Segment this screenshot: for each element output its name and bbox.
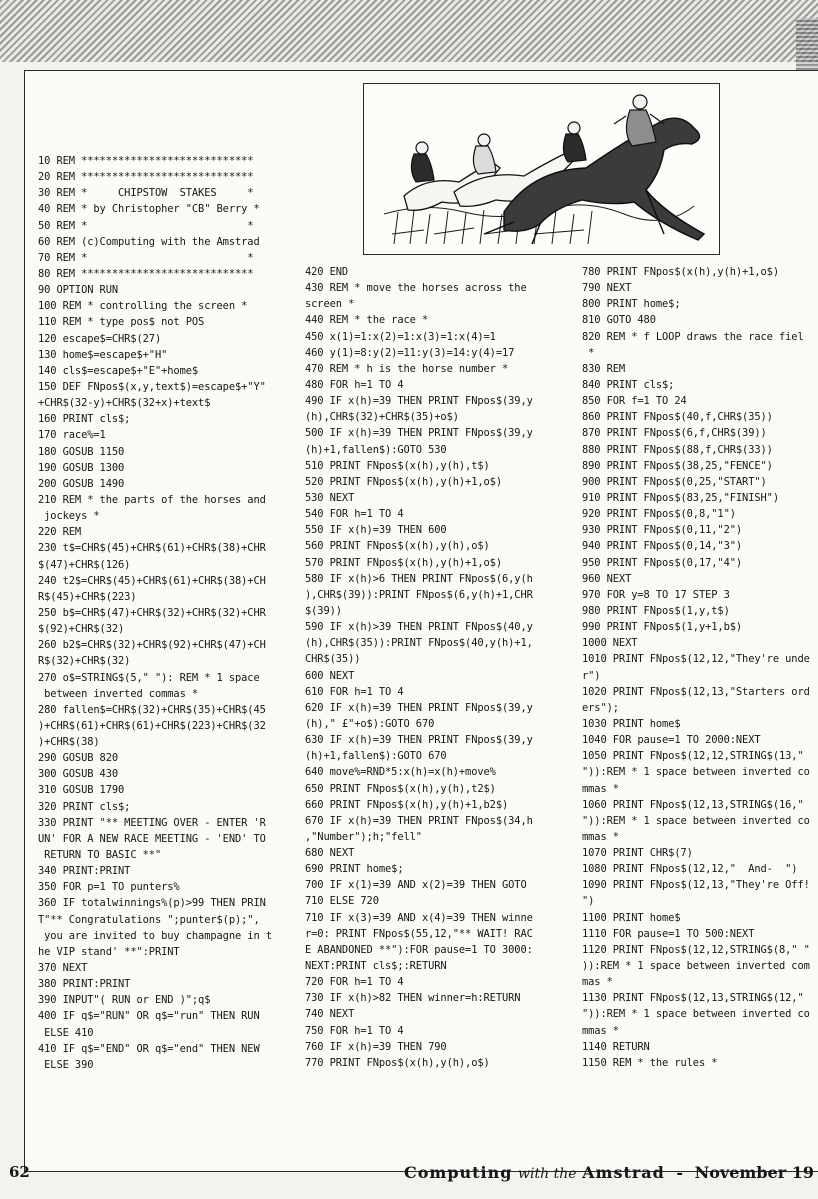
code-line: 510 PRINT FNpos$(x(h),y(h),t$)	[305, 459, 490, 472]
code-line: ")):REM * 1 space between inverted co	[582, 766, 810, 779]
code-line: 870 PRINT FNpos$(6,f,CHR$(39))	[582, 427, 767, 440]
code-line: screen *	[305, 298, 355, 311]
code-line: 40 REM * by Christopher "CB" Berry *	[38, 203, 260, 216]
code-line: 680 NEXT	[305, 847, 355, 860]
code-line: he VIP stand' **":PRINT	[38, 945, 180, 958]
code-line: 690 PRINT home$;	[305, 863, 404, 876]
code-line: 1080 PRINT FNpos$(12,12," And- ")	[582, 863, 798, 876]
code-line: CHR$(35))	[305, 653, 361, 666]
footer-magazine-name: Computing	[404, 1163, 513, 1182]
code-line: 780 PRINT FNpos$(x(h),y(h)+1,o$)	[582, 266, 779, 278]
listing-column-3	[582, 264, 818, 1071]
code-line: 280 fallen$=CHR$(32)+CHR$(35)+CHR$(45	[38, 703, 266, 716]
code-line: 540 FOR h=1 TO 4	[305, 508, 404, 521]
code-line: 980 PRINT FNpos$(1,y,t$)	[582, 604, 730, 617]
code-line: 850 FOR f=1 TO 24	[582, 395, 687, 408]
code-line: 410 IF q$="END" OR q$="end" THEN NEW	[38, 1042, 260, 1055]
code-line: 170 race%=1	[38, 429, 106, 442]
code-line: )+CHR$(61)+CHR$(61)+CHR$(223)+CHR$(32	[38, 719, 266, 732]
footer-issue-date: November 19	[694, 1163, 814, 1182]
code-line: 670 IF x(h)=39 THEN PRINT FNpos$(34,h	[305, 814, 533, 827]
code-line: E ABANDONED **"):FOR pause=1 TO 3000:	[305, 943, 533, 956]
code-line: 150 DEF FNpos$(x,y,text$)=escape$+"Y"	[38, 380, 266, 393]
code-line: 370 NEXT	[38, 962, 88, 975]
code-line: 960 NEXT	[582, 572, 632, 585]
code-line: )):REM * 1 space between inverted com	[582, 960, 810, 973]
code-line: 720 FOR h=1 TO 4	[305, 976, 404, 989]
code-line: 1020 PRINT FNpos$(12,13,"Starters ord	[582, 685, 810, 698]
code-line: 660 PRINT FNpos$(x(h),y(h)+1,b2$)	[305, 798, 509, 811]
code-line: 190 GOSUB 1300	[38, 461, 125, 474]
code-line: (h)+1,fallen$):GOTO 530	[305, 443, 447, 456]
code-line: 390 INPUT"( RUN or END )";q$	[38, 994, 211, 1007]
code-line: 430 REM * move the horses across the	[305, 282, 527, 295]
code-line: 300 GOSUB 430	[38, 768, 119, 781]
code-line: 620 IF x(h)=39 THEN PRINT FNpos$(39,y	[305, 701, 533, 714]
code-line: ,"Number");h;"fell"	[305, 830, 422, 843]
code-line: 200 GOSUB 1490	[38, 477, 125, 490]
code-line: 550 IF x(h)=39 THEN 600	[305, 524, 447, 537]
code-line: ELSE 410	[38, 1026, 94, 1039]
code-line: 600 NEXT	[305, 669, 355, 682]
code-line: jockeys *	[38, 510, 100, 523]
code-line: 160 PRINT cls$;	[38, 413, 131, 426]
code-line: 710 ELSE 720	[305, 895, 379, 908]
horses-jumping-fence-image	[364, 84, 719, 254]
code-line: 1120 PRINT FNpos$(12,12,STRING$(8," "	[582, 943, 810, 956]
code-line: 290 GOSUB 820	[38, 752, 119, 765]
code-line: 700 IF x(1)=39 AND x(2)=39 THEN GOTO	[305, 879, 527, 892]
code-line: 710 IF x(3)=39 AND x(4)=39 THEN winne	[305, 911, 533, 924]
code-line: R$(32)+CHR$(32)	[38, 655, 131, 668]
code-line: 260 b2$=CHR$(32)+CHR$(92)+CHR$(47)+CH	[38, 639, 266, 652]
code-line: UN' FOR A NEW RACE MEETING - 'END' TO	[38, 832, 266, 845]
code-line: 90 OPTION RUN	[38, 284, 119, 297]
code-line: R$(45)+CHR$(223)	[38, 590, 137, 603]
code-line: 240 t2$=CHR$(45)+CHR$(61)+CHR$(38)+CH	[38, 574, 266, 587]
code-line: 180 GOSUB 1150	[38, 445, 125, 458]
code-line: 530 NEXT	[305, 491, 355, 504]
magazine-footer	[404, 1163, 818, 1182]
code-line: RETURN TO BASIC **"	[38, 849, 162, 862]
code-line: 810 GOTO 480	[582, 314, 656, 327]
code-line: 890 PRINT FNpos$(38,25,"FENCE")	[582, 459, 773, 472]
code-line: 1010 PRINT FNpos$(12,12,"They're unde	[582, 653, 810, 666]
code-line: 950 PRINT FNpos$(0,17,"4")	[582, 556, 743, 569]
code-line: 920 PRINT FNpos$(0,8,"1")	[582, 508, 736, 521]
code-line: you are invited to buy champagne in t	[38, 929, 272, 942]
code-line: mas *	[582, 976, 613, 989]
code-line: 440 REM * the race *	[305, 314, 429, 327]
code-line: 400 IF q$="RUN" OR q$="run" THEN RUN	[38, 1010, 260, 1023]
code-line: 210 REM * the parts of the horses and	[38, 493, 266, 506]
code-line: 730 IF x(h)>82 THEN winner=h:RETURN	[305, 992, 521, 1005]
code-line: 1060 PRINT FNpos$(12,13,STRING$(16,"	[582, 798, 804, 811]
code-line: 640 move%=RND*5:x(h)=x(h)+move%	[305, 766, 496, 779]
code-line: 80 REM ****************************	[38, 267, 254, 280]
code-line: 750 FOR h=1 TO 4	[305, 1024, 404, 1037]
code-line: 1140 RETURN	[582, 1040, 650, 1053]
code-line: 1150 REM * the rules *	[582, 1056, 718, 1069]
code-line: r")	[582, 669, 601, 682]
code-line: 320 PRINT cls$;	[38, 800, 131, 813]
code-line: 990 PRINT FNpos$(1,y+1,b$)	[582, 621, 743, 634]
code-line: 580 IF x(h)>6 THEN PRINT FNpos$(6,y(h	[305, 572, 533, 585]
code-line: 1090 PRINT FNpos$(12,13,"They're Off!	[582, 879, 810, 892]
code-line: $(39))	[305, 604, 342, 617]
code-line: 350 FOR p=1 TO punters%	[38, 881, 180, 894]
code-line: 770 PRINT FNpos$(x(h),y(h),o$)	[305, 1056, 490, 1069]
code-line: mmas *	[582, 830, 619, 843]
code-line: 740 NEXT	[305, 1008, 355, 1021]
code-line: ELSE 390	[38, 1058, 94, 1071]
code-line: 480 FOR h=1 TO 4	[305, 378, 404, 391]
code-line: 1030 PRINT home$	[582, 717, 681, 730]
code-line: 880 PRINT FNpos$(88,f,CHR$(33))	[582, 443, 773, 456]
code-line: )+CHR$(38)	[38, 736, 100, 749]
code-line: 30 REM * CHIPSTOW STAKES *	[38, 187, 254, 200]
code-line: 560 PRINT FNpos$(x(h),y(h),o$)	[305, 540, 490, 553]
code-line: 230 t$=CHR$(45)+CHR$(61)+CHR$(38)+CHR	[38, 542, 266, 555]
code-line: 10 REM ****************************	[38, 155, 254, 167]
code-line: 120 escape$=CHR$(27)	[38, 332, 162, 345]
code-line: +CHR$(32-y)+CHR$(32+x)+text$	[38, 397, 211, 410]
code-line: ers");	[582, 701, 619, 714]
code-line: 840 PRINT cls$;	[582, 378, 675, 391]
code-line: 100 REM * controlling the screen *	[38, 300, 248, 313]
code-line: 250 b$=CHR$(47)+CHR$(32)+CHR$(32)+CHR	[38, 606, 266, 619]
listing-column-1	[38, 153, 274, 1073]
code-line: 130 home$=escape$+"H"	[38, 348, 168, 361]
code-line: $(92)+CHR$(32)	[38, 623, 125, 636]
code-line: 1130 PRINT FNpos$(12,13,STRING$(12,"	[582, 992, 804, 1005]
code-line: 940 PRINT FNpos$(0,14,"3")	[582, 540, 743, 553]
code-line: 800 PRINT home$;	[582, 298, 681, 311]
code-line: between inverted commas *	[38, 687, 199, 700]
code-line: 50 REM * *	[38, 219, 254, 232]
code-line: NEXT:PRINT cls$;:RETURN	[305, 960, 447, 973]
code-line: (h)," £"+o$):GOTO 670	[305, 717, 435, 730]
code-line: ")	[582, 895, 595, 908]
code-line: 1040 FOR pause=1 TO 2000:NEXT	[582, 734, 761, 747]
code-line: ")):REM * 1 space between inverted co	[582, 1008, 810, 1021]
code-line: 20 REM ****************************	[38, 171, 254, 184]
code-line: 590 IF x(h)>39 THEN PRINT FNpos$(40,y	[305, 621, 533, 634]
code-line: mmas *	[582, 1024, 619, 1037]
code-line: 570 PRINT FNpos$(x(h),y(h)+1,o$)	[305, 556, 502, 569]
code-line: mmas *	[582, 782, 619, 795]
code-line: 490 IF x(h)=39 THEN PRINT FNpos$(39,y	[305, 395, 533, 408]
code-line: 60 REM (c)Computing with the Amstrad	[38, 235, 260, 248]
code-line: r=0: PRINT FNpos$(55,12,"** WAIT! RAC	[305, 927, 533, 940]
footer-with-the: with the	[518, 1166, 577, 1182]
footer-separator: -	[676, 1163, 684, 1182]
code-line: 970 FOR y=8 TO 17 STEP 3	[582, 588, 730, 601]
code-line: (h),CHR$(32)+CHR$(35)+o$)	[305, 411, 459, 424]
code-line: 900 PRINT FNpos$(0,25,"START")	[582, 475, 767, 488]
code-line: ")):REM * 1 space between inverted co	[582, 814, 810, 827]
code-line: *	[582, 346, 595, 359]
code-line: 270 o$=STRING$(5," "): REM * 1 space	[38, 671, 260, 684]
code-line: 110 REM * type pos$ not POS	[38, 316, 205, 329]
code-line: 470 REM * h is the horse number *	[305, 362, 509, 375]
code-line: T"** Congratulations ";punter$(p);",	[38, 913, 260, 926]
code-line: 930 PRINT FNpos$(0,11,"2")	[582, 524, 743, 537]
code-line: 360 IF totalwinnings%(p)>99 THEN PRIN	[38, 897, 266, 910]
code-line: 420 END	[305, 266, 349, 278]
code-line: 820 REM * f LOOP draws the race fiel	[582, 330, 804, 343]
code-line: 340 PRINT:PRINT	[38, 865, 131, 878]
code-line: 790 NEXT	[582, 282, 632, 295]
footer-amstrad: Amstrad	[582, 1163, 665, 1182]
code-line: (h),CHR$(35)):PRINT FNpos$(40,y(h)+1,	[305, 637, 533, 650]
code-line: 830 REM	[582, 362, 626, 375]
listing-column-2	[305, 264, 541, 1071]
code-line: 1000 NEXT	[582, 637, 638, 650]
code-line: 310 GOSUB 1790	[38, 784, 125, 797]
code-line: 450 x(1)=1:x(2)=1:x(3)=1:x(4)=1	[305, 330, 496, 343]
code-line: 500 IF x(h)=39 THEN PRINT FNpos$(39,y	[305, 427, 533, 440]
code-line: 1100 PRINT home$	[582, 911, 681, 924]
code-line: (h)+1,fallen$):GOTO 670	[305, 750, 447, 763]
code-line: $(47)+CHR$(126)	[38, 558, 131, 571]
code-line: 610 FOR h=1 TO 4	[305, 685, 404, 698]
code-line: 330 PRINT "** MEETING OVER - ENTER 'R	[38, 816, 266, 829]
code-line: 860 PRINT FNpos$(40,f,CHR$(35))	[582, 411, 773, 424]
code-line: 1070 PRINT CHR$(7)	[582, 847, 693, 860]
code-line: 220 REM	[38, 526, 82, 539]
code-line: 630 IF x(h)=39 THEN PRINT FNpos$(39,y	[305, 734, 533, 747]
halftone-header-band	[0, 0, 818, 62]
racehorse-illustration	[363, 83, 720, 255]
code-line: 1110 FOR pause=1 TO 500:NEXT	[582, 927, 755, 940]
code-line: 650 PRINT FNpos$(x(h),y(h),t2$)	[305, 782, 496, 795]
code-line: 760 IF x(h)=39 THEN 790	[305, 1040, 447, 1053]
code-line: 70 REM * *	[38, 251, 254, 264]
code-line: 460 y(1)=8:y(2)=11:y(3)=14:y(4)=17	[305, 346, 515, 359]
page-number: 62	[9, 1163, 30, 1181]
code-line: 140 cls$=escape$+"E"+home$	[38, 364, 199, 377]
code-line: ),CHR$(39)):PRINT FNpos$(6,y(h)+1,CHR	[305, 588, 533, 601]
code-line: 380 PRINT:PRINT	[38, 978, 131, 991]
code-line: 1050 PRINT FNpos$(12,12,STRING$(13,"	[582, 750, 804, 763]
code-line: 910 PRINT FNpos$(83,25,"FINISH")	[582, 491, 779, 504]
code-line: 520 PRINT FNpos$(x(h),y(h)+1,o$)	[305, 475, 502, 488]
